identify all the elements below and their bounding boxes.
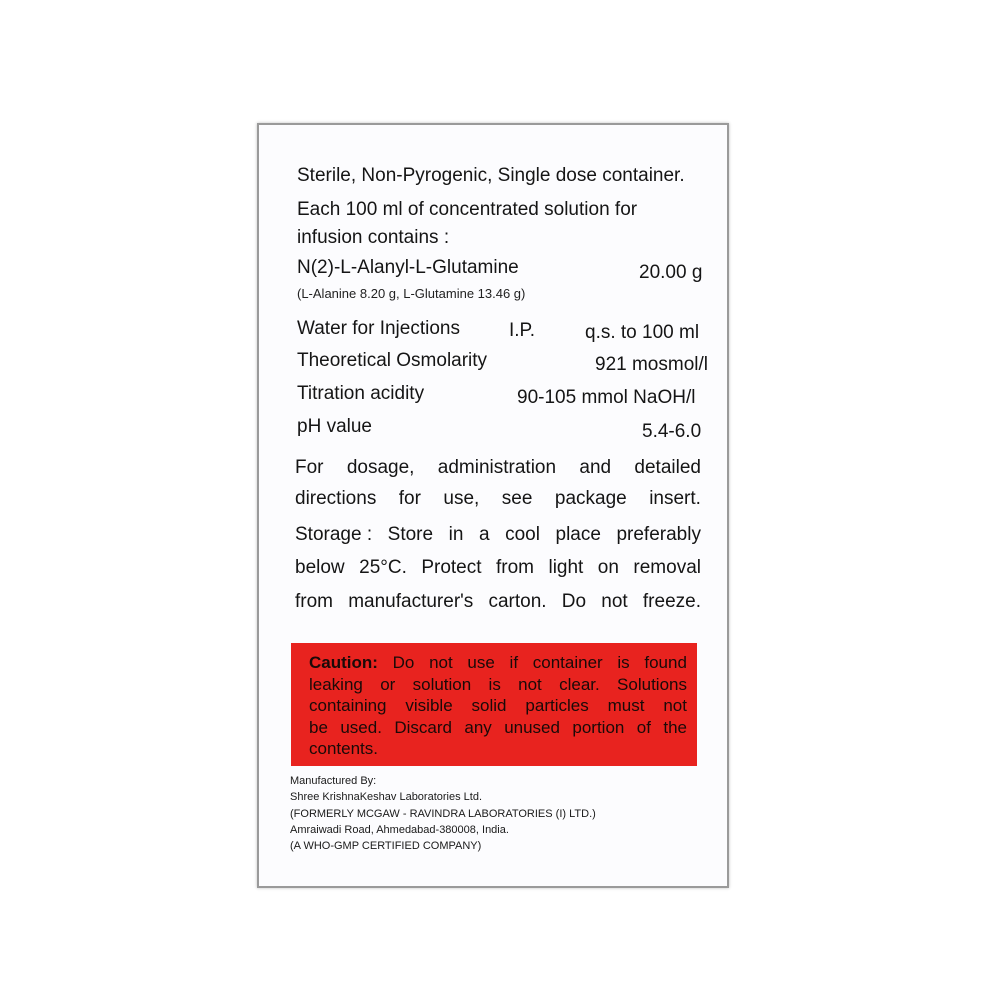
storage-word: freeze. — [642, 591, 701, 612]
caution-word: Do — [392, 653, 415, 672]
manufacturer-formerly: (FORMERLY MCGAW - RAVINDRA LABORATORIES (I) LTD.) — [290, 808, 596, 820]
caution-word: not — [663, 696, 687, 715]
dosage-word: package — [554, 488, 627, 509]
sterility-statement: Sterile, Non-Pyrogenic, Single dose container. — [297, 165, 685, 186]
storage-word: carton. — [488, 591, 547, 612]
spec-value-osmolarity: 921 mosmol/l — [595, 354, 708, 375]
caution-word: use — [467, 653, 495, 672]
manufacturer-address: Amraiwadi Road, Ahmedabad-380008, India. — [290, 824, 509, 836]
caution-line1 — [309, 652, 687, 674]
ingredient-name: N(2)-L-Alanyl-L-Glutamine — [297, 257, 519, 278]
manufacturer-certification: (A WHO-GMP CERTIFIED COMPANY) — [290, 840, 482, 852]
storage-line3 — [295, 591, 701, 613]
caution-word: any — [464, 717, 492, 737]
storage-word: place — [555, 524, 601, 545]
caution-line2 — [309, 674, 687, 696]
spec-value-titration: 90-105 mmol NaOH/l — [517, 387, 696, 408]
caution-line5 — [309, 738, 687, 760]
dosage-word: for — [398, 488, 421, 509]
dosage-word: and — [579, 457, 612, 478]
spec-value-ph: 5.4-6.0 — [642, 421, 702, 442]
caution-word: portion — [572, 717, 625, 737]
dosage-word: dosage, — [346, 457, 415, 478]
spec-value-water: q.s. to 100 ml — [585, 322, 700, 343]
caution-word: be — [309, 717, 328, 737]
storage-word: a — [478, 524, 490, 545]
composition-intro-line2: infusion contains : — [297, 227, 450, 248]
dosage-line1 — [295, 457, 701, 479]
storage-word: Storage : — [295, 524, 373, 545]
storage-word: Store — [387, 524, 434, 545]
caution-word: is — [488, 674, 501, 694]
storage-word: manufacturer's — [348, 591, 474, 612]
caution-line4 — [309, 717, 687, 739]
storage-word: on — [597, 557, 619, 578]
storage-word: Do — [561, 591, 587, 612]
manufacturer-name: Shree KrishnaKeshav Laboratories Ltd. — [290, 791, 483, 803]
caution-word: if — [509, 653, 519, 672]
caution-word: of — [636, 717, 651, 737]
ingredient-amount: 20.00 g — [639, 262, 703, 283]
caution-line3 — [309, 695, 687, 717]
spec-grade-water: I.P. — [509, 320, 536, 341]
storage-line1 — [295, 524, 701, 546]
storage-word: light — [548, 557, 584, 578]
dosage-word: For — [295, 457, 324, 478]
caution-word: is — [617, 653, 630, 672]
spec-label-water: Water for Injections — [297, 318, 460, 339]
storage-word: from — [295, 591, 333, 612]
caution-word: contents. — [309, 739, 378, 758]
caution-word: the — [663, 717, 687, 737]
storage-word: 25°C. — [359, 557, 407, 578]
spec-label-titration: Titration acidity — [297, 383, 425, 404]
caution-word: solution — [412, 674, 472, 694]
caution-word: Discard — [394, 717, 452, 737]
dosage-word: administration — [437, 457, 557, 478]
dosage-word: use, — [443, 488, 480, 509]
storage-word: Protect — [421, 557, 482, 578]
caution-heading: Caution: — [309, 653, 378, 672]
caution-word: not — [429, 653, 453, 672]
caution-box — [291, 643, 697, 766]
caution-word: clear. — [559, 674, 600, 694]
caution-word: particles — [525, 696, 589, 715]
spec-label-osmolarity: Theoretical Osmolarity — [297, 350, 488, 371]
caution-word: leaking — [309, 674, 363, 694]
carton-panel — [257, 123, 729, 888]
ingredient-breakdown: (L-Alanine 8.20 g, L-Glutamine 13.46 g) — [297, 286, 526, 301]
composition-intro-line1: Each 100 ml of concentrated solution for — [297, 199, 638, 220]
manufacturer-heading: Manufactured By: — [290, 775, 377, 787]
dosage-line2 — [295, 488, 701, 510]
caution-word: containing — [309, 696, 387, 715]
caution-word: used. — [340, 717, 382, 737]
storage-word: not — [601, 591, 628, 612]
storage-word: preferably — [616, 524, 701, 545]
storage-word: cool — [505, 524, 540, 545]
dosage-word: insert. — [649, 488, 701, 509]
caution-word: must — [607, 696, 645, 715]
storage-line2 — [295, 557, 701, 579]
caution-word: unused — [504, 717, 560, 737]
storage-word: below — [295, 557, 345, 578]
storage-word: removal — [633, 557, 701, 578]
storage-word: from — [496, 557, 534, 578]
spec-label-ph: pH value — [297, 416, 372, 437]
storage-word: in — [448, 524, 464, 545]
caution-word: solid — [471, 696, 507, 715]
caution-word: not — [518, 674, 542, 694]
caution-word: Solutions — [617, 674, 687, 694]
caution-word: found — [644, 653, 687, 672]
caution-word: or — [380, 674, 396, 694]
caution-word: container — [532, 653, 603, 672]
dosage-word: see — [501, 488, 533, 509]
caution-word: visible — [405, 696, 453, 715]
dosage-word: directions — [295, 488, 377, 509]
dosage-word: detailed — [634, 457, 701, 478]
